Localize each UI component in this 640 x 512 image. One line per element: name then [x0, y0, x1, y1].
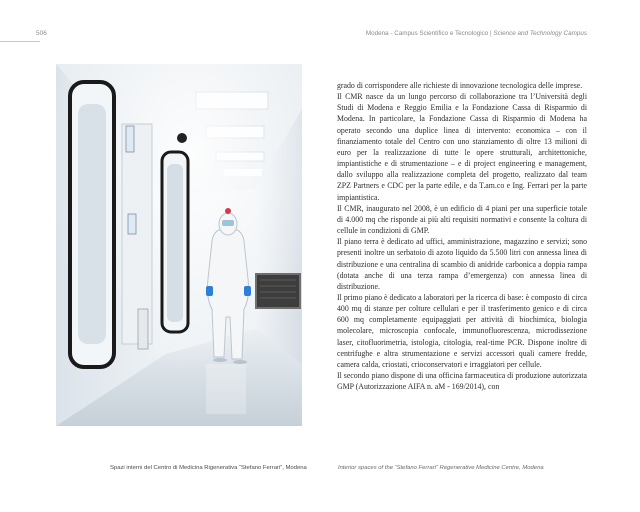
figure-caption-en: Interior spaces of the “Stefano Ferrari” Regenerative Medicine Centre, Modena: [338, 465, 544, 471]
wall-sign: [126, 126, 134, 152]
wall-sign: [128, 214, 136, 234]
paragraph: grado di corrispondere alle richieste di innovazione tecnologica delle imprese.: [337, 81, 583, 90]
page-number: 506: [36, 30, 47, 37]
body-text-column: [337, 80, 587, 392]
paragraph: Il CMR, inaugurato nel 2008, è un edificio di 4 piani per una superficie totale di 4.000 mq che risponde ai più alti requisiti normativi e consente la coltura di cellule in condizioni di GMP.: [337, 203, 587, 236]
paragraph: Il secondo piano dispone di una officina farmaceutica di produzione autorizzata GMP (Autorizzazione AIFA n. aM - 169/2014), con: [337, 371, 587, 392]
security-camera: [177, 133, 187, 143]
paragraph: Il CMR nasce da un lungo percorso di collaborazione tra l’Università degli Studi di Modena e Reggio Emilia e la Fondazione Cassa di Risparmio di Modena. In particolare, la Fondazione Cassa di Risparmio di Modena ha operato secondo una duplice linea di intervento: economica – con il finanziamento totale del Centro con uno stanziamento di oltre 13 milioni di euro per la realizzazione di tutte le opere strutturali, architettoniche, impiantistiche e di strumentazione – e di project engineering e management, dallo sviluppo alla realizzazione completa del progetto, realizzato dal team ZPZ Partners e CDC per la parte edile, e da T.am.co e Ing. Ferrari per la parte impiantistica.: [337, 92, 587, 202]
figure-caption-it: Spazi interni del Centro di Medicina Rigenerativa “Stefano Ferrari”, Modena: [110, 465, 307, 471]
cleanroom-corridor-photo: [56, 64, 302, 426]
wall-vent: [138, 309, 148, 349]
running-header-it: Modena - Campus Scientifico e Tecnologico |: [365, 30, 492, 37]
running-header: [366, 30, 587, 37]
paragraph: Il primo piano è dedicato a laboratori per la ricerca di base: è composto di circa 400 mq di stanze per colture cellulari e per il trasferimento genico e di circa 600 mq completamente equipaggiati per attività di biochimica, biologia molecolare, microscopia confocale, immunofluorescenza, microdissezione laser, citofluorimetria, istologia, citologia, real-time PCR. Dispone inoltre di centrifughe e altra strumentazione e servizi accessori quali camere fredde, camera calda, criostati, crioconservatori e irraggiatori per cellule.: [337, 292, 587, 369]
paragraph: Il piano terra è dedicato ad uffici, amministrazione, magazzino e servizi; sono presenti inoltre un serbatoio di azoto liquido da 5.500 litri con annessa linea di distribuzione e una centralina di scambio di anidride carbonica a doppia rampa (dotata anche di una terza rampa d’emergenza) con annessa linea di distribuzione.: [337, 237, 587, 291]
pass-through-hatch: [256, 274, 300, 308]
header-rule: [0, 41, 40, 42]
running-header-en: Science and Technology Campus: [493, 30, 587, 37]
